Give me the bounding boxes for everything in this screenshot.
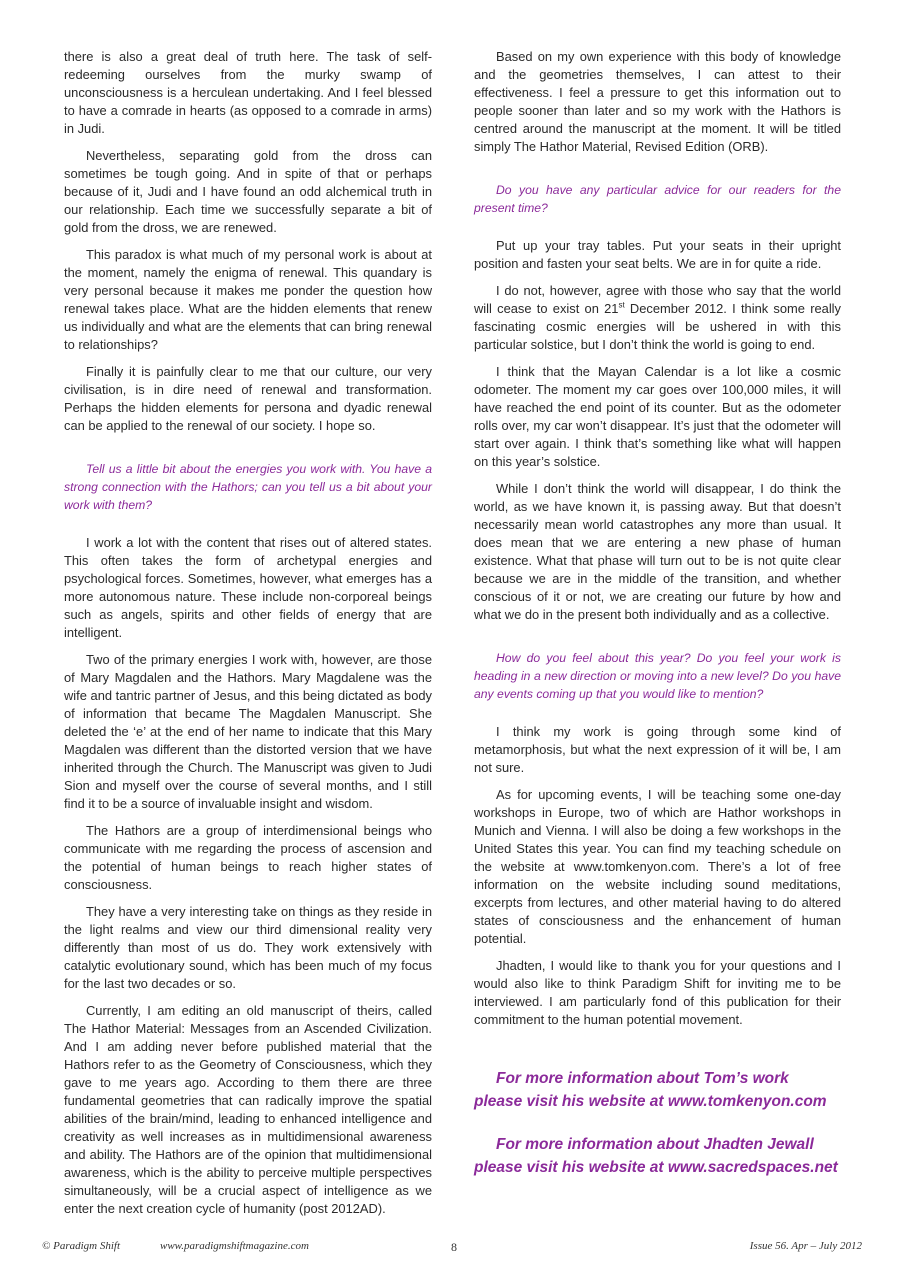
paragraph: there is also a great deal of truth here. The task of self-redeeming ourselves from the murky swamp of unconsciousness is a herculean undertaking. And I feel blessed to have a comrade in hearts (as opposed to a comrade in arms) in Judi. — [64, 49, 432, 136]
paragraph: Currently, I am editing an old manuscript of theirs, called The Hathor Material: Messages from an Ascended Civilization. And I am adding never before published material that the Hathors refer to as the Geometry of Consciousness, which they gave to me years ago. According to them there are three fundamental geometries that can radically improve the spatial abilities of the brain/mind, leading to enhanced intelligence and creativity as well increases as in multidimensional awareness and ability. The Hathors are of the opinion that multidimensional awareness, which is the ability to perceive multiple perspectives simultaneously, will be a crucial aspect of intelligence as we enter the next creation cycle of humanity (post 2012AD). — [64, 1003, 432, 1216]
ordinal-suffix: st — [618, 300, 625, 310]
interview-question: How do you feel about this year? Do you feel your work is heading in a new direction or moving into a new level? Do you have any events coming up that you would like to mention? — [474, 651, 841, 701]
paragraph: Based on my own experience with this body of knowledge and the geometries themselves, I can attest to their effectiveness. I feel a pressure to get this information out to people sooner than later and so my work with the Hathors is centred around the manuscript at the moment. It will be titled simply The Hathor Material, Revised Edition (ORB). — [474, 49, 841, 154]
paragraph: I work a lot with the content that rises out of altered states. This often takes the form of archetypal energies and psychological forces. Sometimes, however, what emerges has a more autonomous nature. These include non-corporeal beings such as angels, spirits and other fields of energy that are intelligent. — [64, 535, 432, 640]
interview-question: Tell us a little bit about the energies you work with. You have a strong connection with the Hathors; can you tell us a bit about your work with them? — [64, 462, 432, 512]
promo-sacredspaces: For more information about Jhadten Jewall please visit his website at www.sacredspaces.net — [474, 1136, 838, 1176]
page-number: 8 — [451, 1240, 457, 1254]
paragraph: They have a very interesting take on things as they reside in the light realms and view our third dimensional reality very differently than most of us do. They work extensively with catalytic evolutionary sound, which has been much of my focus for the last two decades or so. — [64, 904, 432, 991]
paragraph: Finally it is painfully clear to me that our culture, our very civilisation, is in dire need of renewal and transformation. Perhaps the hidden elements for persona and dyadic renewal can be applied to the renewal of our society. I hope so. — [64, 364, 432, 433]
paragraph: I do not, however, agree with those who say that the world will cease to exist on 21st December 2012. I think some really fascinating cosmic energies will be ushered in with this particular solstice, but I don’t think the world is going to end. — [474, 283, 841, 352]
paragraph: While I don’t think the world will disappear, I do think the world, as we have known it, is passing away. But that doesn’t necessarily mean world catastrophes any more than usual. It does mean that we are entering a new phase of human existence. What that phase will turn out to be is not quite clear because we are in the middle of the transition, and whether conscious of it or not, we are creating our future by how and what we do in the present both individually and as a collective. — [474, 481, 841, 622]
paragraph: Jhadten, I would like to thank you for your questions and I would also like to think Paradigm Shift for inviting me to be interviewed. I am particularly fond of this publication for their commitment to the human potential movement. — [474, 958, 841, 1027]
page-footer — [42, 1240, 862, 1256]
paragraph: Two of the primary energies I work with, however, are those of Mary Magdalen and the Hathors. Mary Magdalene was the wife and tantric partner of Jesus, and this being dictated as body of information that became The Magdalen Manuscript. She deleted the ‘e’ at the end of her name to indicate that this Mary Magdalen was different than the distorted version that we have inherited through the Church. The Manuscript was given to Judi Sion and myself over the course of several months, and I still find it to be a source of invaluable insight and wisdom. — [64, 652, 432, 811]
paragraph: I think my work is going through some kind of metamorphosis, but what the next expression of it will be, I am not sure. — [474, 724, 841, 775]
paragraph: I think that the Mayan Calendar is a lot like a cosmic odometer. The moment my car goes over 100,000 miles, it will have reached the end point of its counter. But as the odometer rolls over, my car won’t disappear. It’s just that the odometer will start over again. I think that’s something like what will happen on this year’s solstice. — [474, 364, 841, 469]
paragraph: The Hathors are a group of interdimensional beings who communicate with me regarding the process of ascension and the potential of human beings to reach higher states of consciousness. — [64, 823, 432, 892]
right-column — [474, 48, 841, 1179]
left-column — [64, 48, 432, 1227]
footer-issue: Issue 56. Apr – July 2012 — [749, 1240, 862, 1252]
paragraph: This paradox is what much of my personal work is about at the moment, namely the enigma of renewal. This quandary is very personal because it makes me ponder the question how renewal takes place. What are the hidden elements that renew us individually and what are the elements that can bring renewal to relationships? — [64, 247, 432, 352]
paragraph: Nevertheless, separating gold from the dross can sometimes be tough going. And in spite of that or perhaps because of it, Judi and I have found an odd alchemical truth in our relationship. Each time we successfully separate a bit of gold from the dross, we are renewed. — [64, 148, 432, 235]
footer-copyright: © Paradigm Shift — [42, 1240, 121, 1252]
paragraph: As for upcoming events, I will be teaching some one-day workshops in Europe, two of which are Hathor workshops in Munich and Vienna. I will also be doing a few workshops in the United States this year. You can find my teaching schedule on the website at www.tomkenyon.com. There’s a lot of free information on the website including sound meditations, excerpts from lectures, and other material having to do altered states of consciousness and the enhancement of human potential. — [474, 787, 841, 946]
promo-tomkenyon: For more information about Tom’s work please visit his website at www.tomkenyon.com — [474, 1070, 827, 1110]
paragraph: Put up your tray tables. Put your seats in their upright position and fasten your seat belts. We are in for quite a ride. — [474, 238, 841, 271]
interview-question: Do you have any particular advice for our readers for the present time? — [474, 183, 841, 215]
footer-website: www.paradigmshiftmagazine.com — [160, 1240, 309, 1252]
